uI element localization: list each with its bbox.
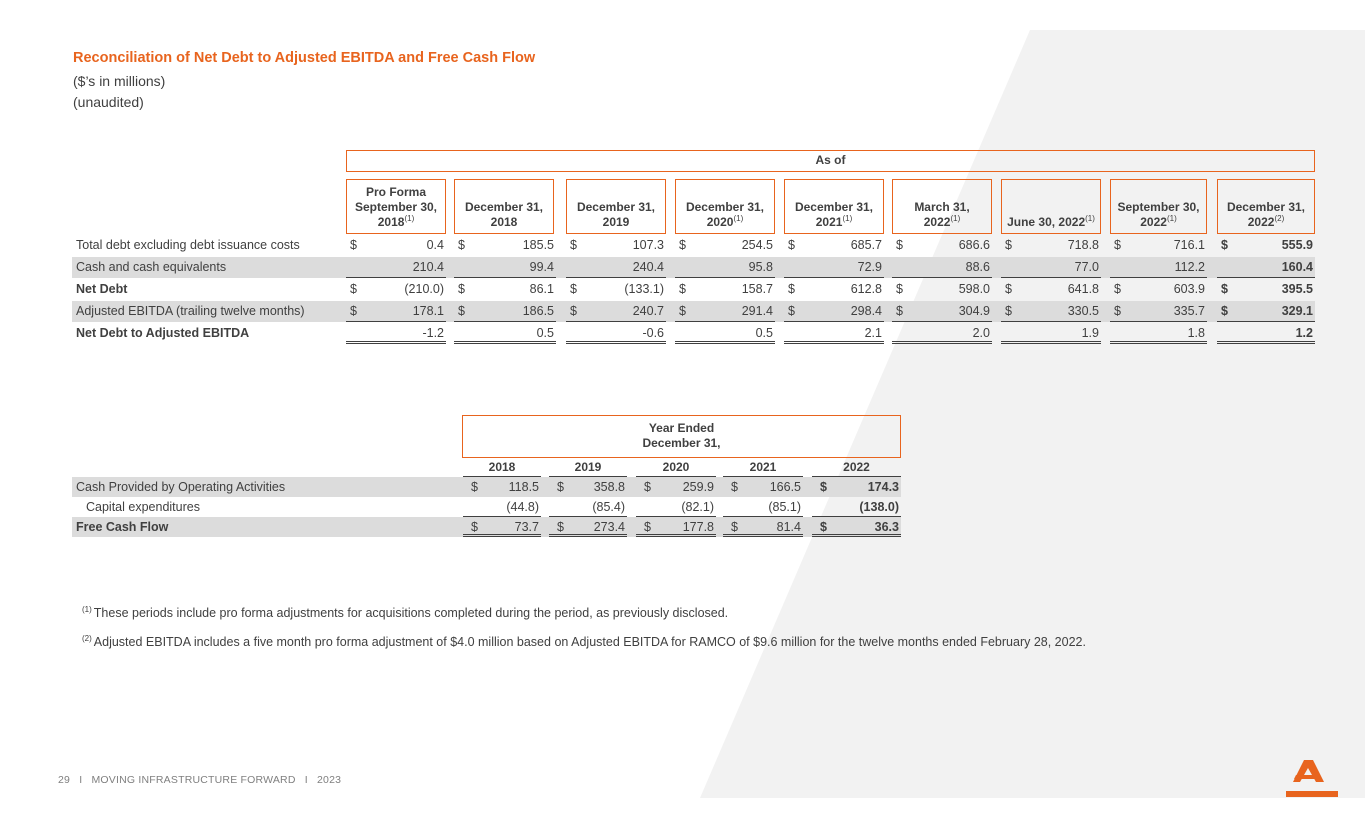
cell-value: 240.4 [632,260,664,274]
year-ended-line2: December 31, [642,436,721,450]
column-header [1001,179,1101,234]
dollar-sign: $ [557,480,564,494]
dollar-sign: $ [1221,238,1228,252]
table-cell [675,279,775,300]
table-cell [1110,235,1207,256]
dollar-sign: $ [557,520,564,534]
footer-tagline: MOVING INFRASTRUCTURE FORWARD [91,774,296,786]
column-header [1217,179,1315,234]
table-cell [549,477,627,497]
table-cell [1001,257,1101,278]
cell-value: 0.4 [426,238,444,252]
cell-value: (85.1) [768,500,801,514]
table-cell [675,257,775,278]
year-column-header: 2020 [636,459,716,477]
table-cell [723,497,803,517]
cell-value: 160.4 [1281,260,1313,274]
cell-value: 298.4 [850,304,882,318]
column-header-line [1140,215,1176,230]
cell-value: 1.8 [1187,326,1205,340]
column-header [675,179,775,234]
column-header-line [1007,215,1095,230]
column-header [1110,179,1207,234]
cell-value: 612.8 [850,282,882,296]
cell-value: 186.5 [522,304,554,318]
cell-value: (138.0) [859,500,899,514]
footnote-mark: (2) [1274,214,1285,223]
table-cell [1217,235,1315,256]
column-header-line: Pro Forma [365,185,426,199]
dollar-sign: $ [644,480,651,494]
dollar-sign: $ [1114,304,1121,318]
column-header-year: 2022 [1140,215,1167,229]
column-header-line: September 30, [1117,200,1200,214]
column-header-year: 2021 [815,215,843,229]
dollar-sign: $ [471,520,478,534]
year-column-header: 2021 [723,459,803,477]
column-header [784,179,884,234]
cell-value: 1.9 [1081,326,1099,340]
as-of-header: As of [346,150,1315,172]
table-cell [454,235,556,256]
table-cell [566,323,666,344]
dollar-sign: $ [731,480,738,494]
column-header-line [378,215,414,230]
row-label: Free Cash Flow [76,520,169,534]
table-cell [566,279,666,300]
cell-value: 81.4 [776,520,801,534]
cell-value: 686.6 [958,238,990,252]
cell-value: (210.0) [404,282,444,296]
table-row [72,477,901,497]
cell-value: 36.3 [874,520,899,534]
column-header [454,179,554,234]
table-cell [346,323,446,344]
table-cell [723,477,803,497]
table-cell [346,279,446,300]
cell-value: 2.0 [972,326,990,340]
table-cell [566,235,666,256]
cell-value: -0.6 [642,326,664,340]
row-label: Net Debt to Adjusted EBITDA [76,326,250,340]
column-header-line [491,215,518,230]
table-cell [463,477,541,497]
dollar-sign: $ [679,238,686,252]
cell-value: 99.4 [529,260,554,274]
column-header-line: December 31, [1226,200,1306,214]
cell-value: 685.7 [850,238,882,252]
table-row [72,517,901,537]
column-header [566,179,666,234]
table-row [72,235,1315,256]
astec-logo-icon [1286,758,1338,798]
table-cell [463,497,541,517]
units-note: ($’s in millions) [73,73,166,89]
cell-value: 185.5 [522,238,554,252]
dollar-sign: $ [471,480,478,494]
year-column-header: 2018 [463,459,541,477]
table-cell [1217,279,1315,300]
cell-value: 0.5 [536,326,554,340]
year-column-header: 2022 [812,459,901,477]
dollar-sign: $ [679,282,686,296]
footer-separator: I [79,774,83,786]
cell-value: 718.8 [1067,238,1099,252]
dollar-sign: $ [1114,238,1121,252]
table-cell [784,301,884,322]
cell-value: (85.4) [592,500,625,514]
table-cell [1110,257,1207,278]
column-header-year: 2022 [923,215,951,229]
cell-value: 273.4 [593,520,625,534]
footnote-mark: (1) [950,214,961,223]
column-header-year: 2020 [706,215,734,229]
table-cell [892,279,992,300]
column-header-line: December 31, [794,200,874,214]
table-cell [463,517,541,537]
table-cell [812,477,901,497]
column-header-line [603,215,630,230]
cell-value: -1.2 [422,326,444,340]
page-footer [58,774,341,786]
table-cell [454,301,556,322]
dollar-sign: $ [1221,282,1228,296]
table-row [72,301,1315,322]
column-header-year: 2019 [602,215,630,229]
dollar-sign: $ [570,282,577,296]
table-cell [1001,323,1101,344]
column-header-year: 2022 [1247,215,1275,229]
table-cell [346,301,446,322]
cell-value: 330.5 [1067,304,1099,318]
column-header-year: 2018 [490,215,518,229]
dollar-sign: $ [570,304,577,318]
table-row [72,323,1315,344]
cell-value: 358.8 [593,480,625,494]
dollar-sign: $ [570,238,577,252]
row-label: Net Debt [76,282,128,296]
table-row [72,257,1315,278]
table-cell [636,477,716,497]
dollar-sign: $ [350,238,357,252]
dollar-sign: $ [644,520,651,534]
column-header-year: June 30, 2022 [1007,215,1086,229]
table-cell [1001,301,1101,322]
column-header-line [924,215,960,230]
dollar-sign: $ [1114,282,1121,296]
column-header-line: December 31, [685,200,765,214]
dollar-sign: $ [788,238,795,252]
footer-separator: I [304,774,308,786]
table-cell [784,323,884,344]
column-header-line: March 31, [914,200,970,214]
table-cell [566,257,666,278]
table-cell [1217,323,1315,344]
cell-value: 72.9 [857,260,882,274]
table-row [72,279,1315,300]
cell-value: 73.7 [514,520,539,534]
cell-value: 178.1 [412,304,444,318]
table-cell [892,235,992,256]
cell-value: (82.1) [681,500,714,514]
row-label: Cash Provided by Operating Activities [76,480,286,494]
dollar-sign: $ [458,238,465,252]
cell-value: 112.2 [1174,260,1205,274]
table-cell [812,497,901,517]
page-number: 29 [58,774,71,786]
dollar-sign: $ [350,304,357,318]
table-cell [1110,279,1207,300]
cell-value: 395.5 [1281,282,1313,296]
dollar-sign: $ [820,520,827,534]
row-label: Capital expenditures [86,500,200,514]
footnote-2-text: Adjusted EBITDA includes a five month pro forma adjustment of $4.0 million based on Adjusted EBITDA for RAMCO of $9.6 million for the twelve months ended February 28, 2022. [93,635,1086,649]
cell-value: 95.8 [748,260,773,274]
table-cell [454,323,556,344]
footnote-mark: (1) [1085,214,1095,223]
cell-value: 329.1 [1281,304,1313,318]
cell-value: 555.9 [1281,238,1313,252]
row-label: Cash and cash equivalents [76,260,227,274]
dollar-sign: $ [458,282,465,296]
cell-value: 598.0 [958,282,990,296]
unaudited-note: (unaudited) [73,94,144,110]
cell-value: 603.9 [1173,282,1205,296]
table-cell [454,257,556,278]
table-cell [784,279,884,300]
cell-value: 86.1 [529,282,554,296]
footnote-1-mark: (1) [82,604,92,614]
footnote-mark: (1) [733,214,744,223]
table-cell [636,517,716,537]
cell-value: (44.8) [506,500,539,514]
cell-value: 304.9 [958,304,990,318]
cell-value: 166.5 [769,480,801,494]
table-cell [784,257,884,278]
table-cell [636,497,716,517]
dollar-sign: $ [731,520,738,534]
table-cell [812,517,901,537]
cell-value: 291.4 [741,304,773,318]
cell-value: 210.4 [412,260,444,274]
column-header [892,179,992,234]
column-header-line: September 30, [354,200,438,214]
table-cell [784,235,884,256]
table-cell [549,517,627,537]
footnote-1 [82,606,728,620]
cell-value: 335.7 [1173,304,1205,318]
dollar-sign: $ [458,304,465,318]
table-cell [1110,301,1207,322]
year-column-header: 2019 [549,459,627,477]
table-cell [346,257,446,278]
dollar-sign: $ [350,282,357,296]
cell-value: 158.7 [741,282,773,296]
table-cell [675,235,775,256]
page-title: Reconciliation of Net Debt to Adjusted EBITDA and Free Cash Flow [73,50,536,66]
column-header-line: December 31, [576,200,656,214]
table-row [72,497,901,517]
dollar-sign: $ [679,304,686,318]
footnote-1-text: These periods include pro forma adjustments for acquisitions completed during the period, as previously disclosed. [93,606,729,620]
year-ended-header [462,415,901,458]
cell-value: 174.3 [867,480,899,494]
table-cell [675,323,775,344]
column-header [346,179,446,234]
table-cell [566,301,666,322]
column-header-line: December 31, [464,200,544,214]
dollar-sign: $ [1005,304,1012,318]
cell-value: 2.1 [864,326,882,340]
dollar-sign: $ [788,304,795,318]
table-cell [892,301,992,322]
footnote-mark: (1) [842,214,853,223]
cell-value: 77.0 [1074,260,1099,274]
dollar-sign: $ [896,238,903,252]
table-cell [892,257,992,278]
cell-value: 240.7 [632,304,664,318]
table-cell [892,323,992,344]
table-cell [1001,279,1101,300]
column-header-line [707,215,743,230]
footnote-mark: (1) [1166,214,1177,223]
table-cell [1217,257,1315,278]
table-cell [549,497,627,517]
cell-value: (133.1) [624,282,664,296]
table-cell [1217,301,1315,322]
footer-year: 2023 [316,774,342,786]
cell-value: 118.5 [508,480,539,494]
column-header-year: 2018 [377,215,405,229]
table-cell [454,279,556,300]
cell-value: 641.8 [1067,282,1099,296]
year-ended-line1: Year Ended [648,421,715,435]
cell-value: 1.2 [1295,326,1313,340]
cell-value: 0.5 [755,326,773,340]
footnote-mark: (1) [404,214,415,223]
dollar-sign: $ [896,304,903,318]
row-label: Adjusted EBITDA (trailing twelve months) [76,304,305,318]
dollar-sign: $ [788,282,795,296]
dollar-sign: $ [1221,304,1228,318]
footnote-2 [82,635,1086,649]
cell-value: 254.5 [741,238,773,252]
dollar-sign: $ [1005,238,1012,252]
table-cell [1001,235,1101,256]
row-label: Total debt excluding debt issuance costs [76,238,300,252]
cell-value: 107.3 [632,238,664,252]
footnote-2-mark: (2) [82,633,92,643]
dollar-sign: $ [820,480,827,494]
column-header-line [1248,215,1284,230]
column-header-line [816,215,852,230]
dollar-sign: $ [896,282,903,296]
dollar-sign: $ [1005,282,1012,296]
table-cell [723,517,803,537]
cell-value: 716.1 [1173,238,1205,252]
cell-value: 88.6 [965,260,990,274]
cell-value: 259.9 [682,480,714,494]
table-cell [1110,323,1207,344]
cell-value: 177.8 [682,520,714,534]
table-cell [346,235,446,256]
table-cell [675,301,775,322]
